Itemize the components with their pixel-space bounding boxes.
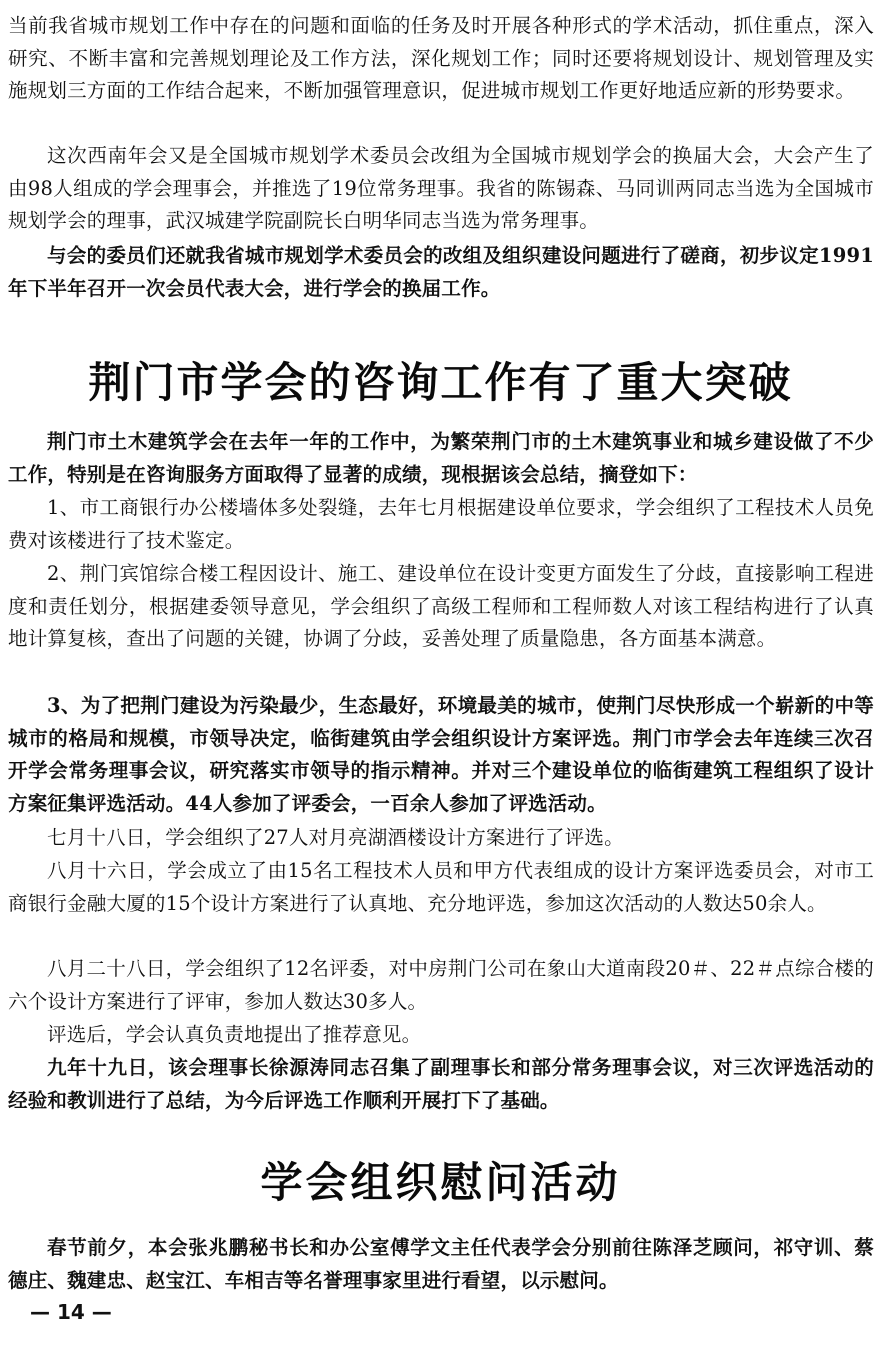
- paragraph-1-2: 这次西南年会又是全国城市规划学术委员会改组为全国城市规划学会的换届大会，大会产生了由98人组成的学会理事会，并推选了19位常务理事。我省的陈锡森、马同训两同志当选为全国城市规划学会的理事，武汉城建学院副院长白明华同志当选为常务理事。: [8, 144, 874, 232]
- paragraph-2-9: 九年十九日，该会理事长徐源涛同志召集了副理事长和部分常务理事会议，对三次评选活动的经验和教训进行了总结，为今后评选工作顺利开展打下了基础。: [8, 1056, 874, 1112]
- page-number: — 14 —: [30, 1300, 112, 1324]
- paragraph-3-1: 春节前夕，本会张兆鹏秘书长和办公室傅学文主任代表学会分别前往陈泽芝顾问，祁守训、蔡德庄、魏建忠、赵宝江、车相吉等名誉理事家里进行看望，以示慰问。: [8, 1236, 874, 1292]
- paragraph-2-3: 2、荆门宾馆综合楼工程因设计、施工、建设单位在设计变更方面发生了分歧，直接影响工程进度和责任划分，根据建委领导意见，学会组织了高级工程师和工程师数人对该工程结构进行了认真地计算复核，查出了问题的关键，协调了分歧，妥善处理了质量隐患，各方面基本满意。: [8, 562, 874, 650]
- paragraph-2-1: 荆门市土木建筑学会在去年一年的工作中，为繁荣荆门市的土木建筑事业和城乡建设做了不少工作，特别是在咨询服务方面取得了显著的成绩，现根据该会总结，摘登如下：: [8, 430, 874, 486]
- paragraph-1-3: 与会的委员们还就我省城市规划学术委员会的改组及组织建设问题进行了磋商，初步议定1991年下半年召开一次会员代表大会，进行学会的换届工作。: [8, 244, 874, 300]
- paragraph-2-4: 3、为了把荆门建设为污染最少，生态最好，环境最美的城市，使荆门尽快形成一个崭新的中等城市的格局和规模，市领导决定，临街建筑由学会组织设计方案评选。荆门市学会去年连续三次召开学会常务理事会议，研究落实市领导的指示精神。并对三个建设单位的临街建筑工程组织了设计方案征集评选活动。44人参加了评委会，一百余人参加了评选活动。: [8, 694, 874, 815]
- paragraph-2-8: 评选后，学会认真负责地提出了推荐意见。: [47, 1023, 422, 1046]
- paragraph-2-7: 八月二十八日，学会组织了12名评委，对中房荆门公司在象山大道南段20＃、22＃点综合楼的六个设计方案进行了评审，参加人数达30多人。: [8, 957, 874, 1013]
- paragraph-2-2: 1、市工商银行办公楼墙体多处裂缝，去年七月根据建设单位要求，学会组织了工程技术人员免费对该楼进行了技术鉴定。: [8, 496, 874, 552]
- section-title-condolence: 学会组织慰问活动: [260, 1158, 621, 1207]
- paragraph-2-6: 八月十六日，学会成立了由15名工程技术人员和甲方代表组成的设计方案评选委员会，对市工商银行金融大厦的15个设计方案进行了认真地、充分地评选，参加这次活动的人数达50余人。: [8, 859, 874, 915]
- paragraph-2-5: 七月十八日，学会组织了27人对月亮湖酒楼设计方案进行了评选。: [47, 826, 624, 849]
- section-title-jingmen: 荆门市学会的咨询工作有了重大突破: [88, 358, 793, 407]
- paragraph-1-1: 当前我省城市规划工作中存在的问题和面临的任务及时开展各种形式的学术活动，抓住重点，深入研究、不断丰富和完善规划理论及工作方法，深化规划工作；同时还要将规划设计、规划管理及实施规划三方面的工作结合起来，不断加强管理意识，促进城市规划工作更好地适应新的形势要求。: [8, 14, 874, 102]
